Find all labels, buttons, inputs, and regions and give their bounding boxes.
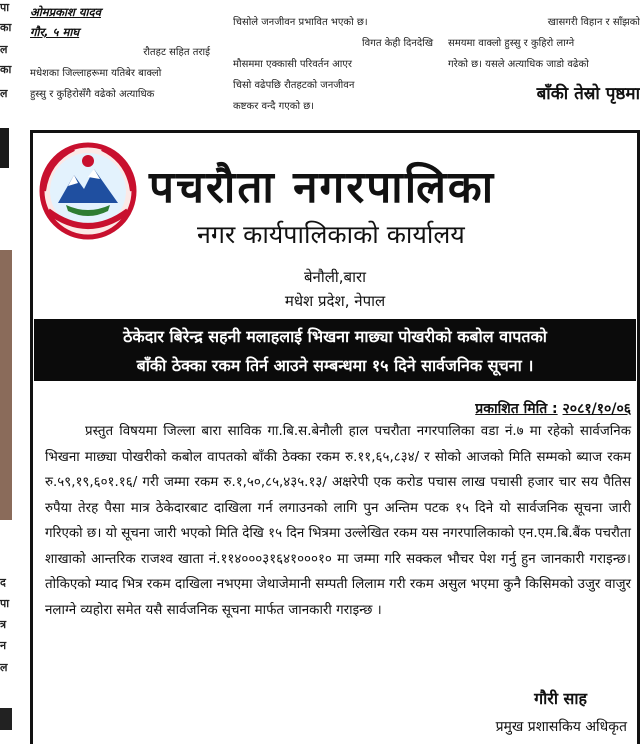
published-date-value: २०८१/१०/०६ — [562, 401, 631, 417]
next-section-edge — [0, 744, 640, 756]
strip-fragment: ल — [0, 87, 8, 100]
column-line: चिसो वढेपछि रौतहटको जनजीवन — [233, 80, 355, 91]
strip-fragment: ल — [0, 661, 8, 674]
published-label: प्रकाशित मिति : — [475, 401, 558, 417]
column-line: मौसममा एक्कासी परिवर्तन आएर — [233, 59, 353, 70]
news-column-3 — [448, 12, 640, 104]
address-line-1: बेनौली,बारा — [303, 268, 367, 286]
adjacent-column-strip — [0, 0, 14, 756]
headline-line-1: ठेकेदार बिरेन्द्र सहनी मलाहलाई भिखना माछ्या पोखरीको कबोल वापतको — [123, 327, 547, 346]
column-line: विगत केही दिनदेखि — [362, 38, 433, 49]
strip-fragment: का — [0, 63, 12, 76]
column-line: खासगरी विहान र साँझको — [547, 17, 640, 28]
column-line: हुस्सु र कुहिरोसँगै वढेको अत्याधिक — [30, 89, 155, 100]
strip-fragment: द — [0, 576, 6, 589]
notice-body — [45, 419, 631, 623]
strip-fragment: का — [0, 21, 12, 34]
column-line: चिसोले जनजीवन प्रभावित भएको छ। — [233, 17, 368, 28]
strip-dark-block — [0, 708, 12, 730]
column-line: कष्टकर वन्दै गएको छ। — [233, 101, 315, 112]
strip-fragment: न — [0, 639, 7, 652]
notice-headline — [34, 319, 636, 381]
strip-fragment: त्र — [0, 618, 7, 631]
dateline: गौर, ५ माघ — [30, 25, 80, 39]
strip-dark-block — [0, 128, 9, 168]
strip-fragment: पा — [0, 597, 10, 610]
column-line: समयमा वाक्लो हुस्सु र कुहिरो लाग्ने — [448, 38, 575, 49]
office-subtitle: नगर कार्यपालिकाको कार्यालय — [197, 220, 465, 249]
government-emblem-icon — [38, 141, 138, 241]
signer-role: प्रमुख प्रशासकिय अधिकृत — [495, 719, 627, 735]
column-line: रौतहट सहित तराई — [143, 47, 210, 58]
news-column-2 — [233, 12, 433, 117]
news-column-1 — [30, 2, 210, 105]
strip-fragment: ल — [0, 43, 8, 56]
column-line: गरेको छ। यसले अत्याधिक जाडो वढेको — [448, 59, 589, 70]
published-date — [475, 399, 631, 418]
public-notice — [30, 130, 640, 756]
strip-fragment: पा — [0, 1, 10, 14]
reporter-name: ओमप्रकाश यादव — [30, 5, 101, 19]
headline-line-2: बाँकी ठेक्का रकम तिर्न आउने सम्बन्धमा १५ दिने सार्वजनिक सूचना । — [136, 356, 534, 375]
column-line: मधेशका जिल्लाहरूमा यतिबेर बाक्लो — [30, 68, 162, 79]
signer-name: गौरी साह — [534, 689, 587, 708]
address-line-2: मधेश प्रदेश, नेपाल — [284, 292, 386, 310]
notice-body-paragraph: प्रस्तुत विषयमा जिल्ला बारा साविक गा.बि.स.बेनौली हाल पचरौता नगरपालिका वडा नं.७ मा रहेको सार्वजनिक भिखना माछ्या पोखरीको कबोल वापतको बाँकी ठेक्का रकम रु.११,६५,८३४/ र सोको आजको मिति सम्मको ब्याज रकम रु.५९,१९,६०१.१६/ गरी जम्मा रकम रु.१,५०,८५,४३५.१३/ अक्षरेपी एक करोड पचास लाख पचासी हजार चार सय पैतिस रुपैया तेरह पैसा मात्र ठेकेदारबाट दाखिला गर्न लगाउनको लागि पुन अन्तिम पटक १५ दिने यो सार्वजनिक सूचना जारी गरिएको छ। यो सूचना जारी भएको मिति देखि १५ दिन भित्रमा उल्लेखित रकम यस नगरपालिकाको एन.एम.बि.बैंक पचरौता शाखाको आन्तरिक राजश्व खाता नं.११४०००३१६४१०००१० मा जम्मा गरि सक्कल भौचर पेश गर्नु हुन जानकारी गराइन्छ। तोकिएको म्याद भित्र रकम दाखिला नभएमा जेथाजेमानी सम्पती लिलाम गरी रकम असुल भएमा कुनै किसिमको उजुर वाजुर नलाग्ने व्यहोरा समेत यसै सार्वजनिक सूचना मार्फत जानकारी गराइन्छ । — [45, 424, 631, 618]
strip-photo-fragment — [0, 250, 12, 520]
continued-notice: बाँकी तेस्रो पृष्ठमा — [536, 84, 640, 104]
office-name: पचरौता नगरपालिका — [149, 162, 496, 213]
